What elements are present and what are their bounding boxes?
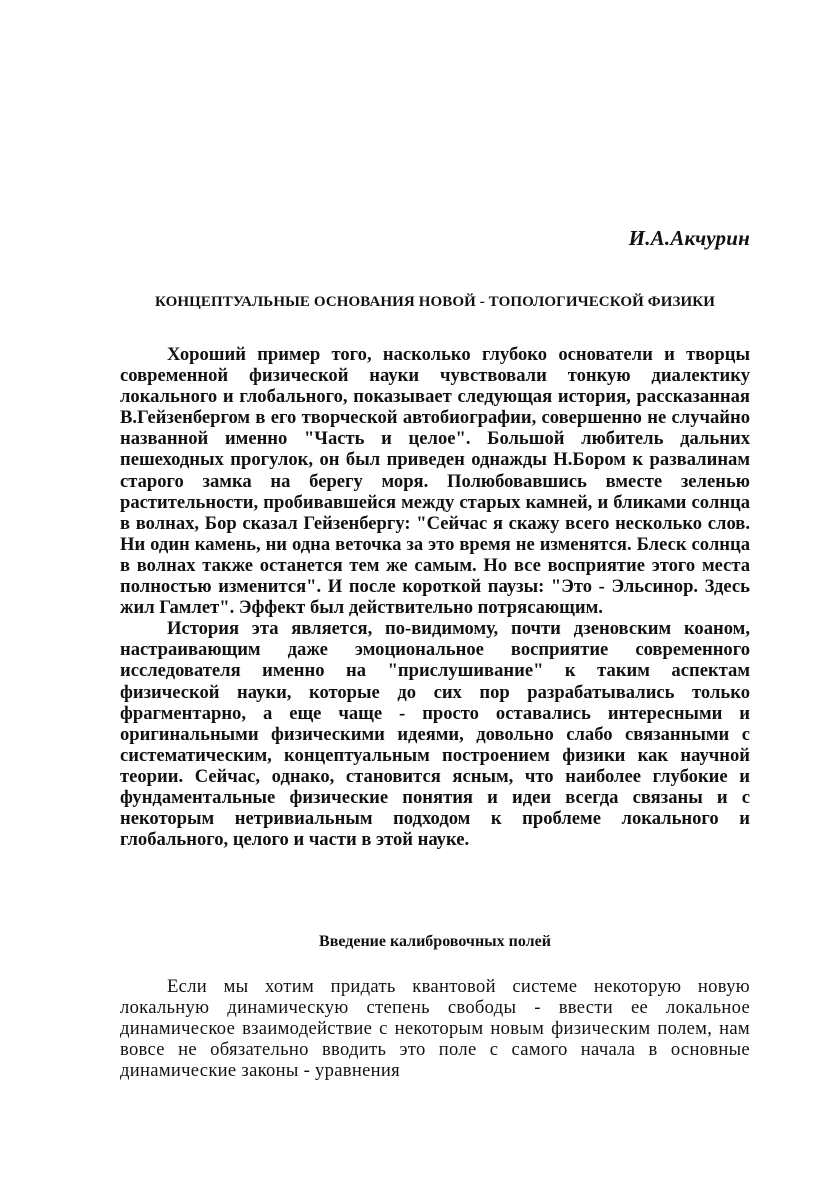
paragraph: История эта является, по-видимому, почти дзеновским коаном, настраивающим даже эмоциональное восприятие современного исследователя именно на "прислушивание" к таким аспектам физической науки, которые до сих пор разрабатывались только фрагментарно, а еще чаще - просто оставались интересными и оригинальными физическими идеями, довольно слабо связанными с систематическим, концептуальным построением физики как научной теории. Сейчас, однако, становится ясным, что наиболее глубокие и фундаментальные физические понятия и идеи всегда связаны и с некоторым нетривиальным подходом к проблеме локального и глобального, целого и части в этой науке. (120, 618, 750, 851)
paragraph: Если мы хотим придать квантовой системе некоторую новую локальную динамическую степень свободы - ввести ее локальное динамическое взаимодействие с некоторым новым физическим полем, нам вовсе не обязательно вводить это поле с самого начала в основные динамические законы - уравнения (120, 976, 750, 1082)
section-heading: Введение калибровочных полей (319, 933, 551, 950)
gauge-fields-section (120, 976, 750, 1081)
intro-section (120, 344, 750, 850)
paragraph: Хороший пример того, насколько глубоко основатели и творцы современной физической науки чувствовали тонкую диалектику локального и глобального, показывает следующая история, рассказанная В.Гейзенбергом в его творческой автобиографии, совершенно не случайно названной именно "Часть и целое". Большой любитель дальних пешеходных прогулок, он был приведен однажды Н.Бором к развалинам старого замка на берегу моря. Полюбовавшись вместе зеленью растительности, пробивавшейся между старых камней, и бликами солнца в волнах, Бор сказал Гейзенбергу: "Сейчас я скажу всего несколько слов. Ни один камень, ни одна веточка за это время не изменятся. Блеск солнца в волнах также останется тем же самым. Но все восприятие этого места полностью изменится". И после короткой паузы: "Это - Эльсинор. Здесь жил Гамлет". Эффект был действительно потрясающим. (120, 344, 750, 619)
author-name: И.А.Акчурин (628, 226, 750, 250)
article-title: КОНЦЕПТУАЛЬНЫЕ ОСНОВАНИЯ НОВОЙ - ТОПОЛОГИЧЕСКОЙ ФИЗИКИ (154, 294, 716, 310)
